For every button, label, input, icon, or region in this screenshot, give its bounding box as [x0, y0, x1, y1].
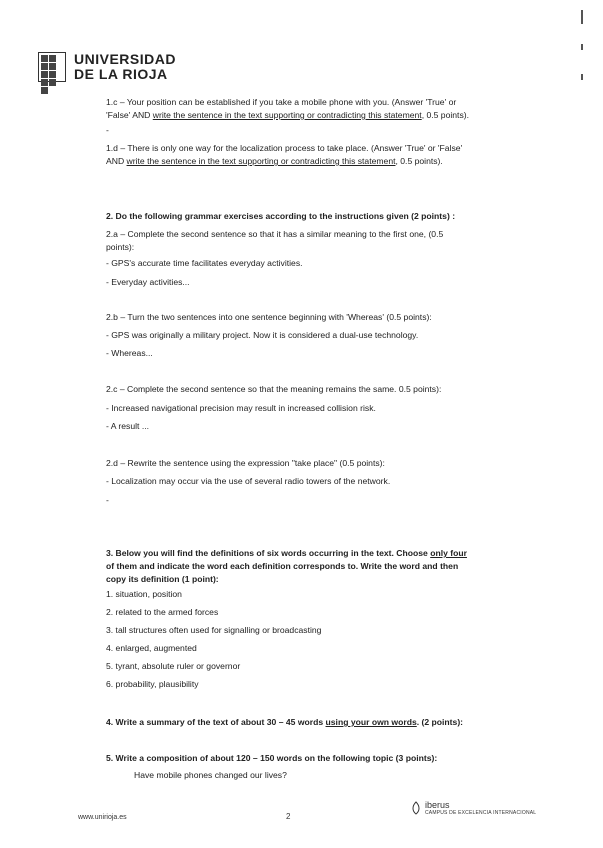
q3-line1: 3. Below you will find the definitions of six words occurring in the text. Choose only four	[106, 548, 467, 558]
q2b-item1: - GPS was originally a military project. Now it is considered a dual-use technology.	[106, 330, 419, 340]
q2c-item2: - A result ...	[106, 421, 149, 431]
page-number: 2	[286, 812, 291, 821]
q2a-line2: points):	[106, 242, 135, 252]
definition-item: 2. related to the armed forces	[106, 607, 219, 617]
q2a-item1: - GPS's accurate time facilitates everyday activities.	[106, 258, 303, 268]
q1c-line1: 1.c – Your position can be established if you take a mobile phone with you. (Answer 'True' or	[106, 97, 457, 107]
university-seal-icon	[38, 52, 66, 82]
q4-instruction: 4. Write a summary of the text of about 30 – 45 words using your own words. (2 points):	[106, 717, 464, 727]
q5-instruction: 5. Write a composition of about 120 – 150 words on the following topic (3 points):	[106, 753, 438, 763]
university-name	[74, 52, 176, 82]
iberus-logo	[410, 800, 536, 816]
definition-list	[106, 588, 321, 696]
footer-url: www.unirioja.es	[78, 814, 127, 821]
q2d-item2: -	[106, 495, 109, 505]
definition-item: 5. tyrant, absolute ruler or governor	[106, 661, 241, 671]
university-line2: DE LA RIOJA	[74, 66, 168, 82]
q2a-item2: - Everyday activities...	[106, 277, 190, 287]
q1d-line2: AND write the sentence in the text supporting or contradicting this statement, 0.5 points).	[106, 156, 443, 166]
q1c-line2: 'False' AND write the sentence in the text supporting or contradicting this statement, 0.5 points).	[106, 110, 469, 120]
q2-title: 2. Do the following grammar exercises according to the instructions given (2 points) :	[106, 211, 456, 221]
question-1c	[106, 96, 546, 122]
q1d-line1: 1.d – There is only one way for the localization process to take place. (Answer 'True' or 'False'	[106, 143, 463, 153]
q5-topic: Have mobile phones changed our lives?	[134, 770, 287, 780]
scan-edge-mark	[581, 74, 583, 80]
scan-edge-mark	[581, 10, 583, 24]
iberus-name: iberus	[425, 800, 450, 810]
definition-item: 3. tall structures often used for signalling or broadcasting	[106, 625, 322, 635]
q2c-instruction: 2.c – Complete the second sentence so that the meaning remains the same. 0.5 points):	[106, 384, 442, 394]
q3-line2: of them and indicate the word each definition corresponds to. Write the word and then	[106, 561, 459, 571]
q2b-item2: - Whereas...	[106, 348, 153, 358]
q3-instruction	[106, 547, 546, 586]
university-line1: UNIVERSIDAD	[74, 51, 176, 67]
definition-item: 4. enlarged, augmented	[106, 643, 197, 653]
q1c-answer-dash: -	[106, 125, 109, 135]
q2a-instruction	[106, 228, 546, 254]
q2c-item1: - Increased navigational precision may result in increased collision risk.	[106, 403, 376, 413]
question-1d	[106, 142, 546, 168]
q2a-line1: 2.a – Complete the second sentence so that it has a similar meaning to the first one, (0.5	[106, 229, 444, 239]
q3-line3: copy its definition (1 point):	[106, 574, 219, 584]
definition-item: 6. probability, plausibility	[106, 679, 199, 689]
q2d-instruction: 2.d – Rewrite the sentence using the expression "take place" (0.5 points):	[106, 458, 385, 468]
definition-item: 1. situation, position	[106, 589, 182, 599]
iberus-leaf-icon	[410, 801, 422, 815]
iberus-subtitle: CAMPUS DE EXCELENCIA INTERNACIONAL	[425, 810, 537, 816]
q2d-item1: - Localization may occur via the use of several radio towers of the network.	[106, 476, 391, 486]
scan-edge-mark	[581, 44, 583, 50]
q2b-instruction: 2.b – Turn the two sentences into one sentence beginning with 'Whereas' (0.5 points):	[106, 312, 432, 322]
